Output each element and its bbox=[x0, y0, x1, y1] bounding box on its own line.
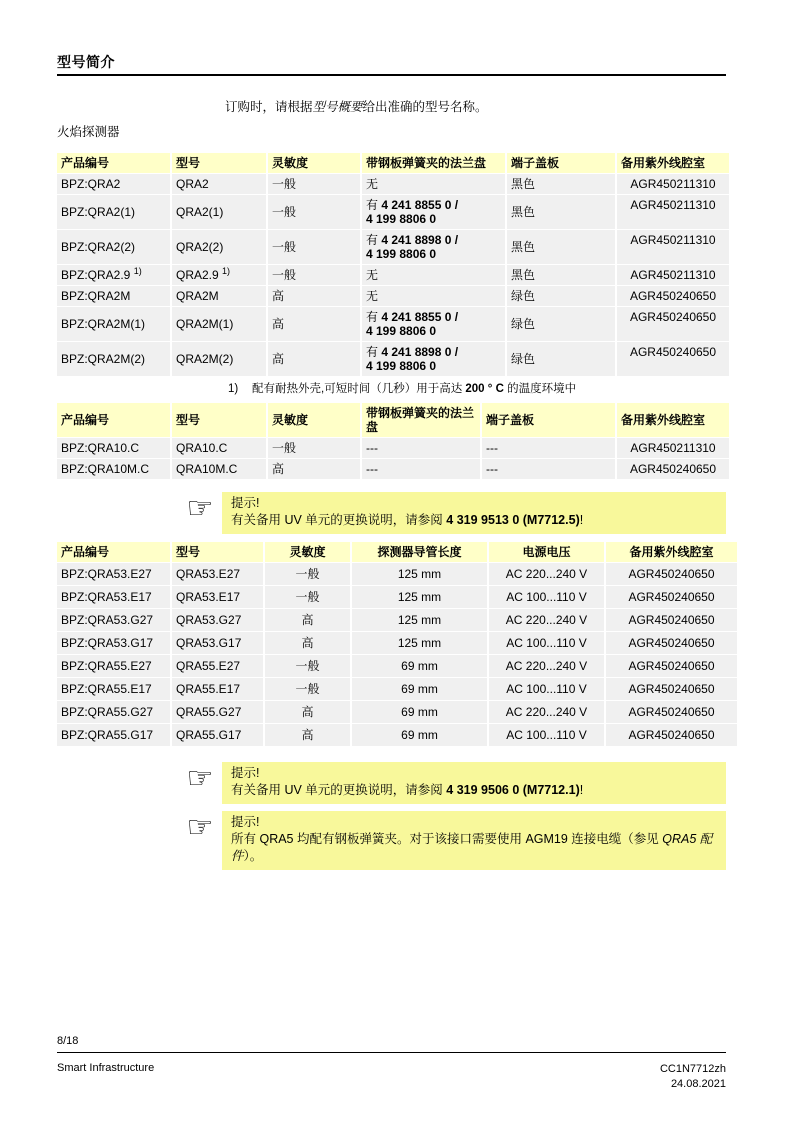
table-cell: AGR450240650 bbox=[606, 563, 737, 585]
table-cell: 高 bbox=[265, 701, 350, 723]
column-header: 电源电压 bbox=[489, 542, 604, 562]
table-row bbox=[57, 563, 737, 585]
table-cell: 黑色 bbox=[507, 195, 615, 229]
table-cell: 绿色 bbox=[507, 342, 615, 376]
table-cell: AGR450211310 bbox=[617, 195, 729, 229]
pointing-hand-icon: ☞ bbox=[186, 491, 214, 526]
table-row bbox=[57, 438, 729, 458]
tip-body: 有关备用 UV 单元的更换说明，请参阅 4 319 9506 0 (M7712.1)! bbox=[231, 783, 584, 797]
table-cell: AGR450240650 bbox=[606, 586, 737, 608]
table-cell: 一般 bbox=[265, 586, 350, 608]
table-cell: BPZ:QRA2 bbox=[57, 174, 170, 194]
table-row bbox=[57, 632, 737, 654]
table-cell: QRA53.E17 bbox=[172, 586, 263, 608]
footnote-text: 配有耐热外壳,可短时间（几秒）用于高达 200 ° C 的温度环境中 bbox=[252, 383, 577, 395]
table-cell: 69 mm bbox=[352, 724, 487, 746]
table-cell: BPZ:QRA2.9 $^{1)}$ bbox=[57, 265, 170, 285]
table-header-row bbox=[57, 542, 737, 562]
table-cell: 有 4 241 8898 0 / 4 199 8806 0 bbox=[362, 342, 505, 376]
table-cell: 黑色 bbox=[507, 265, 615, 285]
table-cell: BPZ:QRA2M(2) bbox=[57, 342, 170, 376]
table-cell: AC 220...240 V bbox=[489, 609, 604, 631]
table-cell: 一般 bbox=[268, 195, 360, 229]
column-header: 备用紫外线腔室 bbox=[617, 153, 729, 173]
table-row bbox=[57, 459, 729, 479]
tip-body: 所有 QRA5 均配有钢板弹簧夹。对于该接口需要使用 AGM19 连接电缆（参见 QRA5 配件）。 bbox=[231, 832, 713, 863]
table-cell: 黑色 bbox=[507, 174, 615, 194]
table-cell: 黑色 bbox=[507, 230, 615, 264]
table-cell: AGR450211310 bbox=[617, 265, 729, 285]
table-cell: 高 bbox=[268, 286, 360, 306]
table-header-row bbox=[57, 403, 729, 437]
table-row bbox=[57, 195, 729, 229]
table-cell: QRA53.E27 bbox=[172, 563, 263, 585]
footer-doc-info bbox=[426, 1062, 726, 1092]
tip-body: 有关备用 UV 单元的更换说明，请参阅 4 319 9513 0 (M7712.5)! bbox=[231, 513, 584, 527]
table-cell: QRA2M(1) bbox=[172, 307, 266, 341]
table-cell: AGR450240650 bbox=[606, 724, 737, 746]
table-row bbox=[57, 286, 729, 306]
pointing-hand-icon: ☞ bbox=[186, 810, 214, 845]
table-cell: 绿色 bbox=[507, 286, 615, 306]
table-cell: AGR450240650 bbox=[617, 342, 729, 376]
table-cell: BPZ:QRA2M bbox=[57, 286, 170, 306]
table-cell: 125 mm bbox=[352, 563, 487, 585]
column-header: 产品编号 bbox=[57, 542, 170, 562]
column-header: 产品编号 bbox=[57, 153, 170, 173]
table-cell: 一般 bbox=[268, 174, 360, 194]
tip-box bbox=[222, 492, 726, 534]
table-cell: AC 100...110 V bbox=[489, 632, 604, 654]
column-header: 灵敏度 bbox=[268, 403, 360, 437]
table-row bbox=[57, 655, 737, 677]
table-cell: AC 220...240 V bbox=[489, 655, 604, 677]
tip-note-qra5-clamp bbox=[181, 811, 726, 870]
table-cell: 69 mm bbox=[352, 678, 487, 700]
table-cell: 一般 bbox=[268, 265, 360, 285]
flame-detector-table-qra5x bbox=[55, 541, 739, 747]
table-cell: BPZ:QRA53.E17 bbox=[57, 586, 170, 608]
table-row bbox=[57, 265, 729, 285]
table-cell: --- bbox=[362, 459, 480, 479]
column-header: 灵敏度 bbox=[265, 542, 350, 562]
table-cell: QRA2(2) bbox=[172, 230, 266, 264]
table-cell: QRA2M bbox=[172, 286, 266, 306]
tip-note-uv-replacement-2 bbox=[181, 762, 726, 804]
tip-note-uv-replacement-1 bbox=[181, 492, 726, 534]
footnote-marker: 1) bbox=[228, 383, 239, 395]
intro-paragraph: 订购时，请根据型号概要给出准确的型号名称。 bbox=[225, 99, 488, 114]
table-cell: 无 bbox=[362, 286, 505, 306]
table-cell: 一般 bbox=[268, 230, 360, 264]
table-cell: BPZ:QRA55.G27 bbox=[57, 701, 170, 723]
column-header: 备用紫外线腔室 bbox=[617, 403, 729, 437]
table-header-row bbox=[57, 153, 729, 173]
table-row bbox=[57, 678, 737, 700]
footer-doc-date: 24.08.2021 bbox=[670, 1078, 726, 1090]
column-header: 型号 bbox=[172, 403, 266, 437]
table-cell: BPZ:QRA55.E17 bbox=[57, 678, 170, 700]
table-cell: AC 220...240 V bbox=[489, 563, 604, 585]
table-cell: 125 mm bbox=[352, 586, 487, 608]
table-cell: BPZ:QRA2M(1) bbox=[57, 307, 170, 341]
column-header: 端子盖板 bbox=[507, 153, 615, 173]
table-cell: 一般 bbox=[265, 563, 350, 585]
column-header: 探测器导管长度 bbox=[352, 542, 487, 562]
table-cell: AGR450240650 bbox=[606, 701, 737, 723]
table-cell: AGR450211310 bbox=[617, 438, 729, 458]
footer-brand: Smart Infrastructure bbox=[57, 1062, 155, 1074]
flame-detector-table-qra10 bbox=[55, 402, 731, 480]
table-cell: BPZ:QRA10M.C bbox=[57, 459, 170, 479]
table-cell: QRA53.G17 bbox=[172, 632, 263, 654]
column-header: 型号 bbox=[172, 153, 266, 173]
table-cell: 高 bbox=[268, 459, 360, 479]
table-cell: AC 100...110 V bbox=[489, 678, 604, 700]
table-cell: AGR450211310 bbox=[617, 230, 729, 264]
table-cell: AGR450240650 bbox=[617, 286, 729, 306]
table-cell: --- bbox=[482, 438, 615, 458]
table-footnote bbox=[228, 380, 725, 396]
table-cell: BPZ:QRA53.G17 bbox=[57, 632, 170, 654]
table-cell: BPZ:QRA2(2) bbox=[57, 230, 170, 264]
column-header: 带钢板弹簧夹的法兰盘 bbox=[362, 403, 480, 437]
table-cell: 一般 bbox=[268, 438, 360, 458]
table-cell: BPZ:QRA53.E27 bbox=[57, 563, 170, 585]
table-cell: QRA55.E17 bbox=[172, 678, 263, 700]
table-cell: QRA55.G27 bbox=[172, 701, 263, 723]
column-header: 型号 bbox=[172, 542, 263, 562]
page-number: 8/18 bbox=[57, 1035, 79, 1047]
table-cell: 绿色 bbox=[507, 307, 615, 341]
table-row bbox=[57, 724, 737, 746]
table-cell: QRA2M(2) bbox=[172, 342, 266, 376]
table-row bbox=[57, 342, 729, 376]
footer-rule bbox=[57, 1052, 726, 1053]
column-header: 灵敏度 bbox=[268, 153, 360, 173]
table-cell: QRA2(1) bbox=[172, 195, 266, 229]
table-cell: QRA2.9 $^{1)}$ bbox=[172, 265, 266, 285]
heading-rule bbox=[57, 74, 726, 76]
table-row bbox=[57, 701, 737, 723]
table-cell: BPZ:QRA2(1) bbox=[57, 195, 170, 229]
table-cell: --- bbox=[362, 438, 480, 458]
table-cell: --- bbox=[482, 459, 615, 479]
table-cell: AGR450211310 bbox=[617, 174, 729, 194]
table-cell: 高 bbox=[265, 632, 350, 654]
table-cell: 一般 bbox=[265, 655, 350, 677]
table-cell: QRA10.C bbox=[172, 438, 266, 458]
table-cell: QRA2 bbox=[172, 174, 266, 194]
table-cell: AGR450240650 bbox=[606, 678, 737, 700]
tip-title: 提示! bbox=[231, 496, 260, 510]
table-cell: QRA10M.C bbox=[172, 459, 266, 479]
table-cell: QRA53.G27 bbox=[172, 609, 263, 631]
table-cell: 有 4 241 8898 0 / 4 199 8806 0 bbox=[362, 230, 505, 264]
table-cell: AGR450240650 bbox=[606, 655, 737, 677]
table-cell: BPZ:QRA55.G17 bbox=[57, 724, 170, 746]
column-header: 带钢板弹簧夹的法兰盘 bbox=[362, 153, 505, 173]
table-cell: 有 4 241 8855 0 / 4 199 8806 0 bbox=[362, 307, 505, 341]
table-cell: BPZ:QRA53.G27 bbox=[57, 609, 170, 631]
table-row bbox=[57, 586, 737, 608]
table-row bbox=[57, 230, 729, 264]
flame-detector-table-qra2 bbox=[55, 152, 731, 377]
table-cell: 高 bbox=[268, 342, 360, 376]
tip-box bbox=[222, 811, 726, 870]
column-header: 备用紫外线腔室 bbox=[606, 542, 737, 562]
table-row bbox=[57, 307, 729, 341]
tip-title: 提示! bbox=[231, 766, 260, 780]
table-row bbox=[57, 174, 729, 194]
table-cell: AGR450240650 bbox=[606, 609, 737, 631]
table-cell: 高 bbox=[265, 724, 350, 746]
table-cell: 125 mm bbox=[352, 609, 487, 631]
section-label-flame-detector: 火焰探测器 bbox=[57, 125, 120, 139]
table-cell: AGR450240650 bbox=[617, 307, 729, 341]
table-cell: 无 bbox=[362, 265, 505, 285]
table-cell: BPZ:QRA10.C bbox=[57, 438, 170, 458]
table-cell: AGR450240650 bbox=[617, 459, 729, 479]
table-cell: AGR450240650 bbox=[606, 632, 737, 654]
table-cell: 69 mm bbox=[352, 701, 487, 723]
table-cell: 有 4 241 8855 0 / 4 199 8806 0 bbox=[362, 195, 505, 229]
table-cell: AC 100...110 V bbox=[489, 586, 604, 608]
table-cell: 69 mm bbox=[352, 655, 487, 677]
table-cell: QRA55.G17 bbox=[172, 724, 263, 746]
table-cell: AC 100...110 V bbox=[489, 724, 604, 746]
table-cell: AC 220...240 V bbox=[489, 701, 604, 723]
table-row bbox=[57, 609, 737, 631]
table-cell: 无 bbox=[362, 174, 505, 194]
pointing-hand-icon: ☞ bbox=[186, 761, 214, 796]
column-header: 端子盖板 bbox=[482, 403, 615, 437]
tip-box bbox=[222, 762, 726, 804]
table-cell: QRA55.E27 bbox=[172, 655, 263, 677]
table-cell: 125 mm bbox=[352, 632, 487, 654]
column-header: 产品编号 bbox=[57, 403, 170, 437]
table-cell: 一般 bbox=[265, 678, 350, 700]
table-cell: 高 bbox=[265, 609, 350, 631]
table-cell: BPZ:QRA55.E27 bbox=[57, 655, 170, 677]
footer-doc-id: CC1N7712zh bbox=[659, 1063, 726, 1075]
tip-title: 提示! bbox=[231, 815, 260, 829]
table-cell: 高 bbox=[268, 307, 360, 341]
page-title: 型号简介 bbox=[57, 54, 115, 70]
